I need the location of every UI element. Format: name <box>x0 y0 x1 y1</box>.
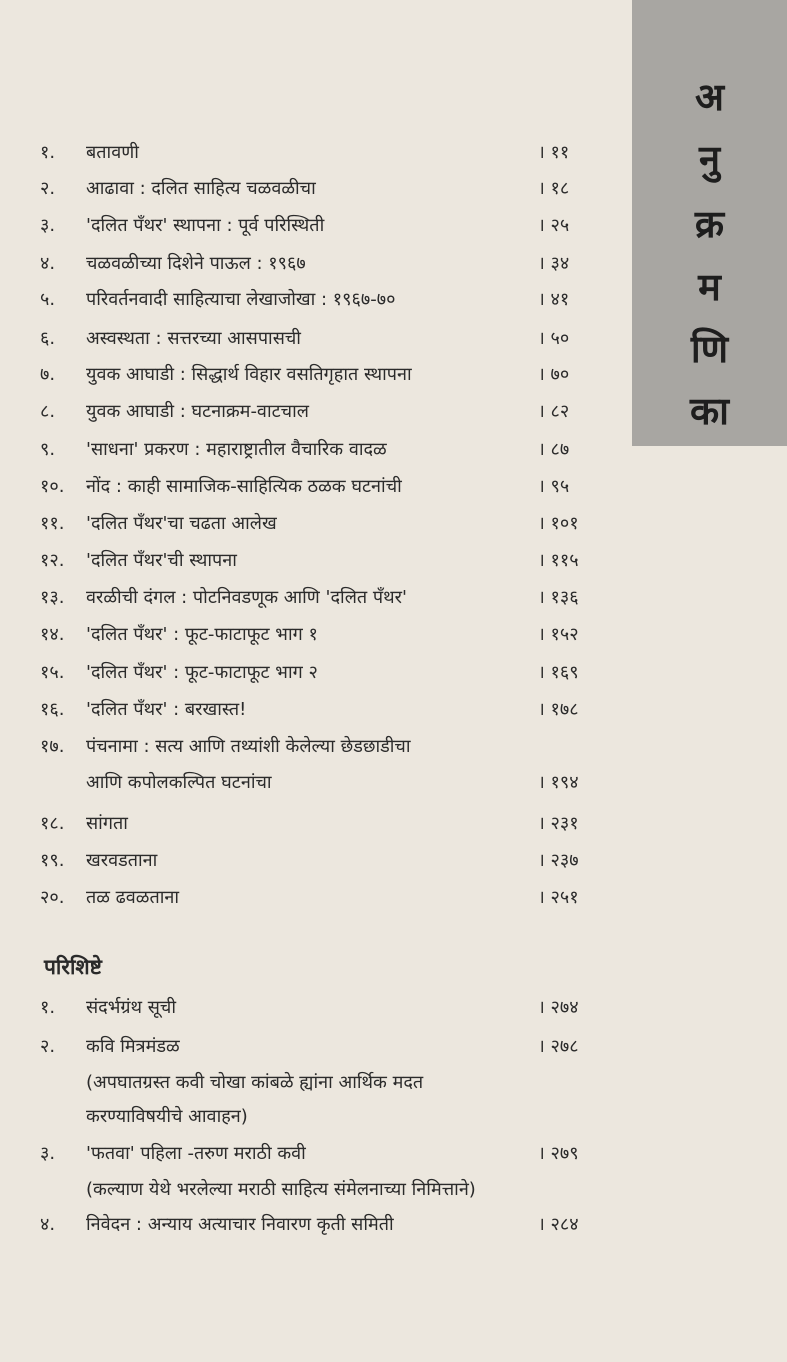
toc-entry-page: । २५१ <box>538 887 579 908</box>
toc-entry-number: ६. <box>40 328 56 349</box>
toc-entry <box>0 660 620 690</box>
toc-entry-title: 'दलित पँथर' : फूट-फाटाफूट भाग २ <box>86 662 318 683</box>
appendix-entry-note: (कल्याण येथे भरलेल्या मराठी साहित्य संमेलनाच्या निमित्ताने) <box>86 1179 476 1200</box>
toc-entry <box>0 697 620 727</box>
appendix-entry-page: । २८४ <box>538 1214 579 1235</box>
toc-entry <box>0 213 620 243</box>
appendix-entry <box>0 1034 620 1064</box>
toc-entry-page: । ४१ <box>538 289 570 310</box>
side-title-letter: अ <box>694 75 725 119</box>
toc-entry-number: ११. <box>40 513 65 534</box>
toc-entry-page: । १०१ <box>538 513 579 534</box>
toc-entry-page: । १५२ <box>538 624 579 645</box>
toc-entry-page: । १८ <box>538 178 570 199</box>
toc-entry-number: १४. <box>40 624 65 645</box>
side-title-tab <box>632 0 787 446</box>
appendix-entry <box>0 995 620 1025</box>
toc-entry-number: ७. <box>40 364 56 385</box>
toc-entry-title: खरवडताना <box>86 850 158 871</box>
appendix-entry-note: (अपघातग्रस्त कवी चोखा कांबळे ह्यांना आर्थिक मदत <box>86 1072 424 1093</box>
toc-entry-title: नोंद : काही सामाजिक-साहित्यिक ठळक घटनांची <box>86 476 402 497</box>
appendix-entry-page: । २७४ <box>538 997 579 1018</box>
toc-entry-number: १०. <box>40 476 65 497</box>
toc-entry <box>0 622 620 652</box>
appendix-entry-title: निवेदन : अन्याय अत्याचार निवारण कृती समिती <box>86 1214 394 1235</box>
appendix-entry-number: ३. <box>40 1143 56 1164</box>
toc-entry <box>0 437 620 467</box>
toc-entry-number: ८. <box>40 401 56 422</box>
side-title-letter: क्र <box>694 202 725 246</box>
toc-entry-page: । ५० <box>538 328 570 349</box>
toc-entry-title: अस्वस्थता : सत्तरच्या आसपासची <box>86 328 301 349</box>
toc-entry-title: तळ ढवळताना <box>86 887 180 908</box>
toc-entry <box>0 848 620 878</box>
side-title-letter: नु <box>698 137 721 181</box>
toc-entry-title: बतावणी <box>86 142 139 163</box>
toc-entry <box>0 251 620 281</box>
toc-entry-number: ३. <box>40 215 56 236</box>
toc-entry <box>0 326 620 356</box>
toc-entry-number: १३. <box>40 587 65 608</box>
toc-entry-page: । १९४ <box>538 772 579 793</box>
appendix-entry <box>0 1212 620 1242</box>
toc-entry-title: युवक आघाडी : सिद्धार्थ विहार वसतिगृहात स्थापना <box>86 364 412 385</box>
appendix-entry-title: संदर्भग्रंथ सूची <box>86 997 177 1018</box>
toc-entry-page: । १३६ <box>538 587 579 608</box>
toc-entry-title: 'दलित पँथर' : बरखास्त! <box>86 699 247 720</box>
appendix-entry-page: । २७९ <box>538 1143 579 1164</box>
toc-entry-title: चळवळीच्या दिशेने पाऊल : १९६७ <box>86 253 306 274</box>
appendix-entry-number: ४. <box>40 1214 56 1235</box>
appendix-heading: परिशिष्टे <box>44 955 102 979</box>
toc-entry <box>0 287 620 317</box>
toc-entry-page: । १६९ <box>538 662 579 683</box>
toc-entry <box>0 511 620 541</box>
appendix-entry-note: करण्याविषयीचे आवाहन) <box>86 1106 248 1127</box>
toc-entry-title: 'दलित पँथर' स्थापना : पूर्व परिस्थिती <box>86 215 325 236</box>
toc-entry <box>0 399 620 429</box>
toc-entry <box>0 885 620 915</box>
toc-entry-page: । ८७ <box>538 439 570 460</box>
toc-entry-number: ५. <box>40 289 56 310</box>
side-title-letter: म <box>698 265 721 309</box>
toc-entry-title: 'दलित पँथर'ची स्थापना <box>86 550 237 571</box>
toc-entry-number: १. <box>40 142 56 163</box>
toc-entry-title: आढावा : दलित साहित्य चळवळीचा <box>86 178 316 199</box>
toc-entry-number: १२. <box>40 550 65 571</box>
toc-entry-number: २०. <box>40 887 65 908</box>
appendix-entry-title: कवि मित्रमंडळ <box>86 1036 180 1057</box>
toc-entry-page: । ७० <box>538 364 570 385</box>
side-title-letter: का <box>689 389 730 433</box>
appendix-entry-number: २. <box>40 1036 56 1057</box>
toc-entry <box>0 140 620 170</box>
toc-entry-number: ४. <box>40 253 56 274</box>
toc-entry-page: । ११५ <box>538 550 579 571</box>
appendix-entry-title: 'फतवा' पहिला -तरुण मराठी कवी <box>86 1143 306 1164</box>
toc-entry-number: ९. <box>40 439 56 460</box>
toc-entry-title: 'दलित पँथर'चा चढता आलेख <box>86 513 277 534</box>
appendix-entry <box>0 1141 620 1171</box>
toc-entry-number: १९. <box>40 850 65 871</box>
toc-entry-page: । २५ <box>538 215 570 236</box>
toc-entry-title: पंचनामा : सत्य आणि तथ्यांशी केलेल्या छेडछाडीचा <box>86 736 411 757</box>
toc-entry-number: १६. <box>40 699 65 720</box>
toc-entry <box>0 474 620 504</box>
appendix-entry-number: १. <box>40 997 56 1018</box>
toc-entry-title: 'साधना' प्रकरण : महाराष्ट्रातील वैचारिक वादळ <box>86 439 387 460</box>
toc-entry <box>0 362 620 392</box>
toc-entry <box>0 811 620 841</box>
toc-entry-page: । ३४ <box>538 253 570 274</box>
appendix-entry-page: । २७८ <box>538 1036 579 1057</box>
toc-entry <box>0 548 620 578</box>
toc-entry-number: २. <box>40 178 56 199</box>
side-title-letter: णि <box>690 327 729 371</box>
toc-entry-page: । १७८ <box>538 699 579 720</box>
toc-entry-page: । ११ <box>538 142 570 163</box>
toc-entry-page: । २३१ <box>538 813 579 834</box>
toc-entry-page: । ९५ <box>538 476 570 497</box>
toc-entry-title-continued: आणि कपोलकल्पित घटनांचा <box>86 772 272 793</box>
toc-entry <box>0 734 620 800</box>
toc-entry-title: परिवर्तनवादी साहित्याचा लेखाजोखा : १९६७-७० <box>86 289 396 310</box>
toc-entry <box>0 585 620 615</box>
toc-entry-number: १८. <box>40 813 65 834</box>
toc-entry-title: युवक आघाडी : घटनाक्रम-वाटचाल <box>86 401 309 422</box>
toc-entry-page: । ८२ <box>538 401 570 422</box>
toc-entry-page: । २३७ <box>538 850 579 871</box>
toc-entry-number: १५. <box>40 662 65 683</box>
toc-entry <box>0 176 620 206</box>
toc-entry-number: १७. <box>40 736 65 757</box>
toc-entry-title: सांगता <box>86 813 128 834</box>
toc-entry-title: वरळीची दंगल : पोटनिवडणूक आणि 'दलित पँथर' <box>86 587 407 608</box>
toc-entry-title: 'दलित पँथर' : फूट-फाटाफूट भाग १ <box>86 624 318 645</box>
